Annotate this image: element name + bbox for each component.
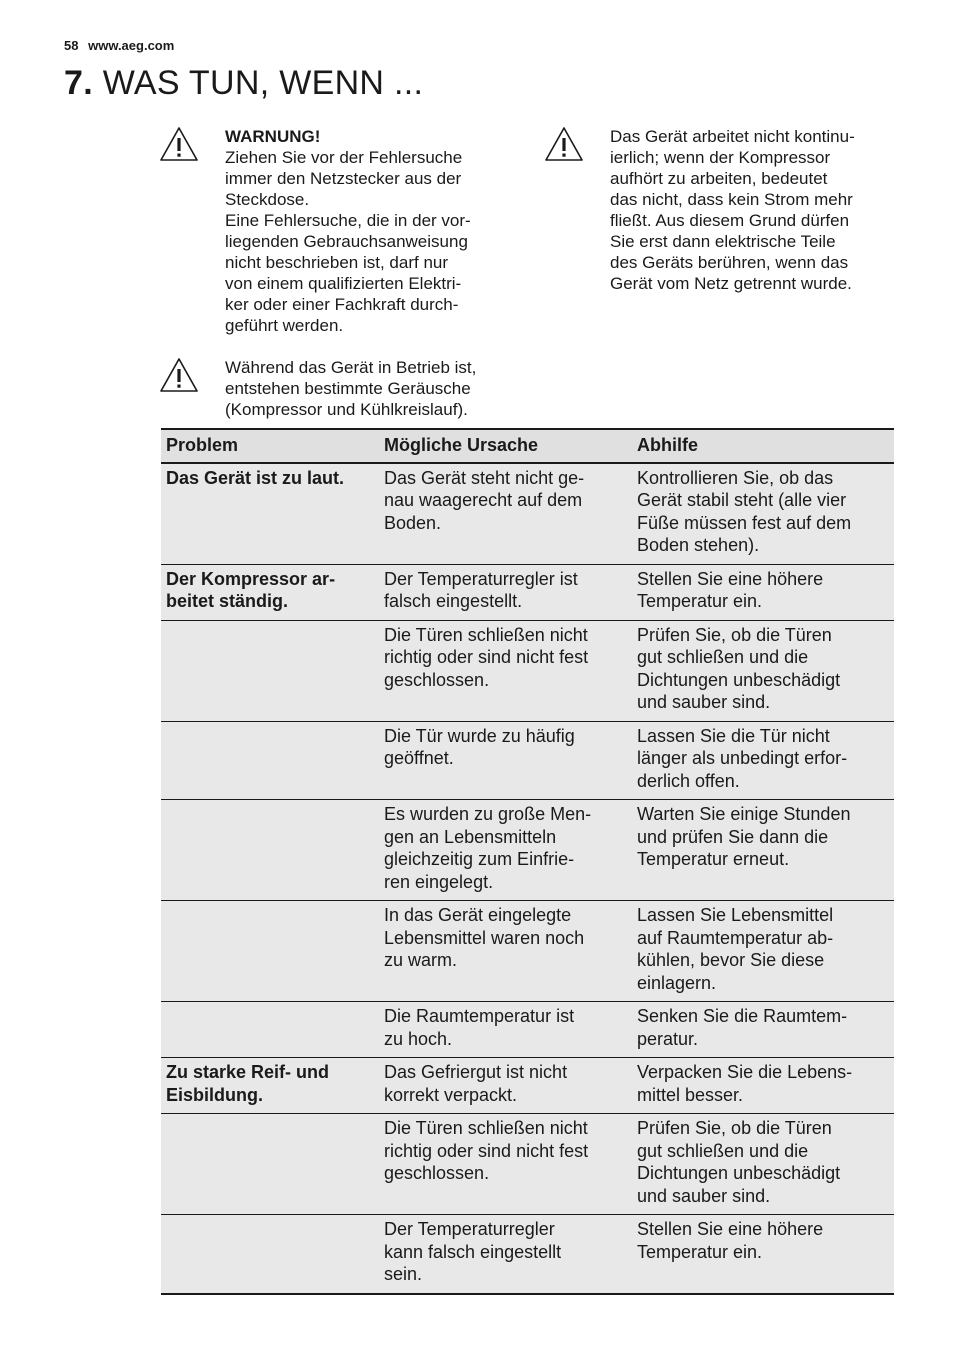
- warning-block-1: [159, 126, 519, 336]
- table-row: [161, 1114, 894, 1215]
- chapter-number: 7.: [64, 64, 93, 102]
- table-row: [161, 721, 894, 800]
- warning-title: WARNUNG!: [225, 127, 321, 146]
- remedy-cell: Prüfen Sie, ob die Türen gut schließen und die Dichtungen unbeschädigt und sauber sind.: [632, 620, 894, 721]
- cause-cell: Das Gerät steht nicht ge- nau waagerecht auf dem Boden.: [379, 463, 632, 565]
- table-row: [161, 1215, 894, 1294]
- troubleshooting-table: [161, 428, 894, 1295]
- cause-cell: Die Tür wurde zu häufig geöffnet.: [379, 721, 632, 800]
- problem-cell: Das Gerät ist zu laut.: [161, 463, 379, 565]
- table-row: [161, 800, 894, 901]
- remedy-cell: Prüfen Sie, ob die Türen gut schließen und die Dichtungen unbeschädigt und sauber sind.: [632, 1114, 894, 1215]
- table-row: [161, 620, 894, 721]
- problem-cell: Zu starke Reif- und Eisbildung.: [161, 1058, 379, 1114]
- cause-cell: Die Türen schließen nicht richtig oder sind nicht fest geschlossen.: [379, 1114, 632, 1215]
- warning-text: Das Gerät arbeitet nicht kontinu- ierlich; wenn der Kompressor aufhört zu arbeiten, bedeutet das nicht, dass kein Strom mehr fließt. Aus diesem Grund dürfen Sie erst dann elektrische Teile des Geräts berühren, wenn das Gerät vom Netz getrennt wurde.: [610, 127, 855, 293]
- warning-text: Ziehen Sie vor der Fehlersuche immer den Netzstecker aus der Steckdose. Eine Fehlersuche, die in der vor- liegenden Gebrauchsanweisung nicht beschrieben ist, darf nur von einem qualifizierten Elektri- ker oder einer Fachkraft durch- geführt werden.: [225, 148, 471, 335]
- cause-cell: Das Gefriergut ist nicht korrekt verpackt.: [379, 1058, 632, 1114]
- problem-cell: [161, 620, 379, 721]
- warning-block-2: [544, 126, 904, 294]
- chapter-title: WAS TUN, WENN ...: [102, 64, 424, 102]
- cause-cell: Der Temperaturregler kann falsch eingestellt sein.: [379, 1215, 632, 1294]
- cause-cell: Der Temperaturregler ist falsch eingestellt.: [379, 564, 632, 620]
- column-header-remedy: Abhilfe: [632, 429, 894, 463]
- remedy-cell: Stellen Sie eine höhere Temperatur ein.: [632, 564, 894, 620]
- remedy-cell: Lassen Sie die Tür nicht länger als unbedingt erfor- derlich offen.: [632, 721, 894, 800]
- warning-text: Während das Gerät in Betrieb ist, entstehen bestimmte Geräusche (Kompressor und Kühlkreislauf).: [225, 358, 477, 419]
- column-header-cause: Mögliche Ursache: [379, 429, 632, 463]
- remedy-cell: Warten Sie einige Stunden und prüfen Sie dann die Temperatur erneut.: [632, 800, 894, 901]
- cause-cell: Die Raumtemperatur ist zu hoch.: [379, 1002, 632, 1058]
- cause-cell: In das Gerät eingelegte Lebensmittel waren noch zu warm.: [379, 901, 632, 1002]
- problem-cell: Der Kompressor ar- beitet ständig.: [161, 564, 379, 620]
- table-row: [161, 564, 894, 620]
- warning-block-3: [159, 357, 519, 420]
- page-number: 58: [64, 38, 79, 53]
- remedy-cell: Stellen Sie eine höhere Temperatur ein.: [632, 1215, 894, 1294]
- cause-cell: Es wurden zu große Men- gen an Lebensmitteln gleichzeitig zum Einfrie- ren eingelegt.: [379, 800, 632, 901]
- page-header: [64, 38, 174, 53]
- warning-triangle-icon: [544, 126, 584, 162]
- problem-cell: [161, 1114, 379, 1215]
- page-title: [64, 64, 423, 103]
- table-row: [161, 1058, 894, 1114]
- table-header-row: [161, 429, 894, 463]
- problem-cell: [161, 721, 379, 800]
- table-row: [161, 1002, 894, 1058]
- remedy-cell: Lassen Sie Lebensmittel auf Raumtemperatur ab- kühlen, bevor Sie diese einlagern.: [632, 901, 894, 1002]
- warning-triangle-icon: [159, 126, 199, 162]
- problem-cell: [161, 1215, 379, 1294]
- warning-triangle-icon: [159, 357, 199, 393]
- remedy-cell: Kontrollieren Sie, ob das Gerät stabil steht (alle vier Füße müssen fest auf dem Boden stehen).: [632, 463, 894, 565]
- remedy-cell: Verpacken Sie die Lebens- mittel besser.: [632, 1058, 894, 1114]
- table-row: [161, 901, 894, 1002]
- website-link[interactable]: www.aeg.com: [88, 38, 175, 53]
- table-row: [161, 463, 894, 565]
- problem-cell: [161, 1002, 379, 1058]
- column-header-problem: Problem: [161, 429, 379, 463]
- remedy-cell: Senken Sie die Raumtem- peratur.: [632, 1002, 894, 1058]
- problem-cell: [161, 800, 379, 901]
- cause-cell: Die Türen schließen nicht richtig oder sind nicht fest geschlossen.: [379, 620, 632, 721]
- problem-cell: [161, 901, 379, 1002]
